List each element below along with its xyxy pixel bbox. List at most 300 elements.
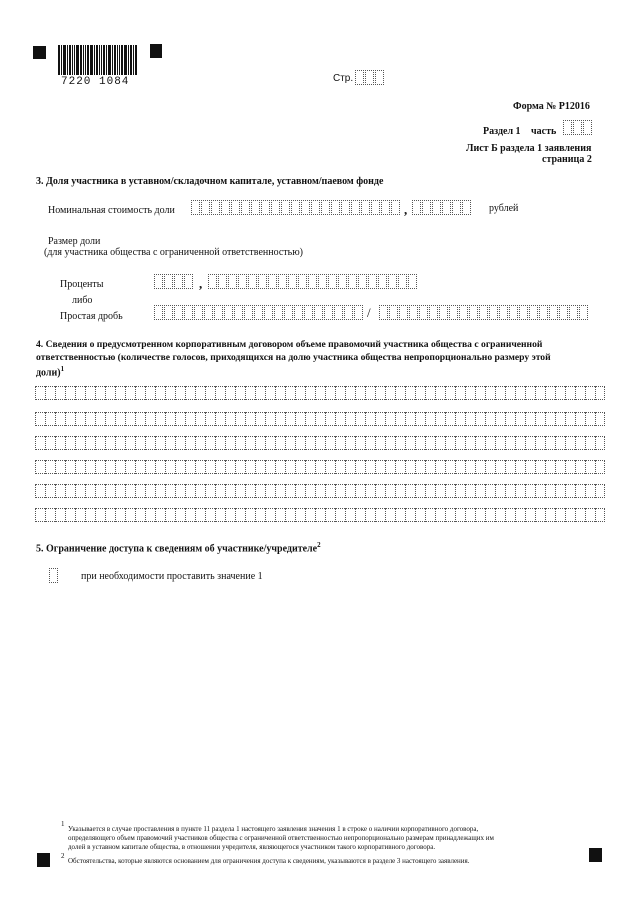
grid-cell[interactable] [115,460,125,474]
grid-cell[interactable] [585,412,595,426]
grid-cell[interactable] [225,484,235,498]
grid-cell[interactable] [215,484,225,498]
grid-cell[interactable] [435,484,445,498]
grid-cell[interactable] [445,412,455,426]
grid-cell[interactable] [365,484,375,498]
grid-cell[interactable] [575,508,585,522]
grid-cell[interactable] [305,436,315,450]
grid-cell[interactable] [135,386,145,400]
grid-cell[interactable] [95,460,105,474]
grid-cell[interactable] [375,436,385,450]
grid-cell[interactable] [125,484,135,498]
grid-cell[interactable] [245,508,255,522]
grid-cell[interactable] [135,508,145,522]
grid-cell[interactable] [35,460,45,474]
grid-cell[interactable] [505,508,515,522]
grid-cell[interactable] [205,508,215,522]
grid-cell[interactable] [515,386,525,400]
grid-cell[interactable] [445,386,455,400]
grid-cell[interactable] [425,436,435,450]
grid-cell[interactable] [95,412,105,426]
grid-cell[interactable] [385,412,395,426]
grid-cell[interactable] [265,412,275,426]
grid-cell[interactable] [575,436,585,450]
grid-cell[interactable] [185,436,195,450]
grid-cell[interactable] [105,412,115,426]
grid-row[interactable] [35,436,605,450]
grid-cell[interactable] [275,412,285,426]
grid-cell[interactable] [125,436,135,450]
grid-cell[interactable] [65,484,75,498]
grid-cell[interactable] [485,386,495,400]
grid-cell[interactable] [345,460,355,474]
grid-cell[interactable] [485,484,495,498]
grid-cell[interactable] [155,484,165,498]
grid-cell[interactable] [585,508,595,522]
grid-cell[interactable] [415,386,425,400]
grid-cell[interactable] [95,386,105,400]
grid-cell[interactable] [315,484,325,498]
nominal-value-integer-cells[interactable] [191,200,401,215]
grid-cell[interactable] [195,460,205,474]
grid-cell[interactable] [505,460,515,474]
grid-cell[interactable] [445,508,455,522]
grid-cell[interactable] [365,386,375,400]
grid-cell[interactable] [425,508,435,522]
grid-cell[interactable] [405,508,415,522]
grid-cell[interactable] [175,436,185,450]
grid-cell[interactable] [555,436,565,450]
grid-cell[interactable] [105,484,115,498]
grid-cell[interactable] [195,436,205,450]
grid-cell[interactable] [465,412,475,426]
grid-cell[interactable] [505,484,515,498]
grid-cell[interactable] [75,436,85,450]
grid-cell[interactable] [285,460,295,474]
grid-cell[interactable] [255,412,265,426]
grid-cell[interactable] [495,412,505,426]
grid-cell[interactable] [485,412,495,426]
grid-cell[interactable] [585,386,595,400]
grid-cell[interactable] [405,436,415,450]
grid-cell[interactable] [555,484,565,498]
grid-row[interactable] [35,412,605,426]
grid-cell[interactable] [425,484,435,498]
grid-cell[interactable] [445,484,455,498]
grid-cell[interactable] [255,436,265,450]
grid-cell[interactable] [105,460,115,474]
grid-cell[interactable] [335,508,345,522]
grid-cell[interactable] [65,460,75,474]
grid-cell[interactable] [295,386,305,400]
grid-cell[interactable] [275,436,285,450]
grid-cell[interactable] [155,412,165,426]
grid-cell[interactable] [475,484,485,498]
grid-cell[interactable] [535,412,545,426]
grid-cell[interactable] [385,484,395,498]
grid-cell[interactable] [295,412,305,426]
grid-cell[interactable] [175,508,185,522]
grid-cell[interactable] [355,412,365,426]
grid-cell[interactable] [335,436,345,450]
grid-cell[interactable] [175,386,185,400]
grid-cell[interactable] [595,412,605,426]
grid-row[interactable] [35,386,605,400]
grid-cell[interactable] [395,436,405,450]
grid-cell[interactable] [265,460,275,474]
grid-cell[interactable] [225,460,235,474]
grid-row[interactable] [35,508,605,522]
grid-cell[interactable] [395,460,405,474]
grid-cell[interactable] [355,484,365,498]
grid-cell[interactable] [235,460,245,474]
grid-cell[interactable] [455,508,465,522]
grid-cell[interactable] [55,436,65,450]
grid-cell[interactable] [365,460,375,474]
grid-cell[interactable] [545,460,555,474]
grid-cell[interactable] [205,436,215,450]
grid-cell[interactable] [165,386,175,400]
grid-cell[interactable] [85,412,95,426]
grid-cell[interactable] [105,508,115,522]
grid-cell[interactable] [65,436,75,450]
grid-cell[interactable] [235,436,245,450]
grid-cell[interactable] [455,412,465,426]
grid-cell[interactable] [235,412,245,426]
grid-cell[interactable] [395,508,405,522]
grid-cell[interactable] [85,484,95,498]
grid-cell[interactable] [105,436,115,450]
grid-cell[interactable] [245,436,255,450]
grid-cell[interactable] [35,484,45,498]
grid-cell[interactable] [345,436,355,450]
percent-integer-cells[interactable] [154,274,194,289]
grid-cell[interactable] [445,460,455,474]
grid-cell[interactable] [135,412,145,426]
grid-cell[interactable] [325,386,335,400]
grid-cell[interactable] [595,460,605,474]
grid-cell[interactable] [175,412,185,426]
grid-cell[interactable] [155,386,165,400]
grid-cell[interactable] [395,386,405,400]
fraction-numerator-cells[interactable] [154,305,364,320]
grid-cell[interactable] [165,508,175,522]
grid-cell[interactable] [345,386,355,400]
grid-cell[interactable] [125,386,135,400]
grid-cell[interactable] [65,508,75,522]
grid-cell[interactable] [325,484,335,498]
grid-cell[interactable] [365,412,375,426]
grid-cell[interactable] [115,508,125,522]
grid-cell[interactable] [165,484,175,498]
grid-cell[interactable] [455,386,465,400]
grid-cell[interactable] [165,436,175,450]
grid-cell[interactable] [195,386,205,400]
grid-cell[interactable] [115,436,125,450]
grid-cell[interactable] [145,412,155,426]
grid-cell[interactable] [45,386,55,400]
grid-cell[interactable] [575,386,585,400]
grid-cell[interactable] [465,508,475,522]
grid-cell[interactable] [545,436,555,450]
grid-cell[interactable] [375,484,385,498]
grid-cell[interactable] [435,412,445,426]
grid-cell[interactable] [185,412,195,426]
grid-cell[interactable] [145,436,155,450]
grid-cell[interactable] [185,484,195,498]
grid-row[interactable] [35,484,605,498]
grid-cell[interactable] [205,386,215,400]
grid-cell[interactable] [275,508,285,522]
grid-cell[interactable] [525,436,535,450]
grid-cell[interactable] [375,386,385,400]
grid-cell[interactable] [595,508,605,522]
grid-cell[interactable] [225,508,235,522]
grid-cell[interactable] [535,460,545,474]
grid-cell[interactable] [555,508,565,522]
grid-cell[interactable] [475,412,485,426]
grid-cell[interactable] [135,484,145,498]
grid-cell[interactable] [255,508,265,522]
fraction-denominator-cells[interactable] [379,305,589,320]
grid-cell[interactable] [355,460,365,474]
grid-cell[interactable] [535,386,545,400]
grid-cell[interactable] [585,436,595,450]
grid-cell[interactable] [85,436,95,450]
grid-cell[interactable] [305,386,315,400]
grid-cell[interactable] [525,484,535,498]
grid-cell[interactable] [315,412,325,426]
grid-cell[interactable] [335,460,345,474]
grid-cell[interactable] [285,412,295,426]
grid-cell[interactable] [125,508,135,522]
grid-cell[interactable] [35,386,45,400]
grid-cell[interactable] [575,412,585,426]
grid-cell[interactable] [515,412,525,426]
grid-cell[interactable] [165,460,175,474]
grid-cell[interactable] [95,484,105,498]
grid-cell[interactable] [385,460,395,474]
grid-cell[interactable] [385,508,395,522]
grid-cell[interactable] [345,484,355,498]
grid-cell[interactable] [85,460,95,474]
grid-cell[interactable] [555,412,565,426]
grid-cell[interactable] [515,460,525,474]
grid-cell[interactable] [495,484,505,498]
grid-cell[interactable] [525,460,535,474]
grid-cell[interactable] [205,484,215,498]
grid-cell[interactable] [345,508,355,522]
grid-cell[interactable] [275,484,285,498]
grid-cell[interactable] [55,508,65,522]
grid-cell[interactable] [455,436,465,450]
grid-cell[interactable] [245,412,255,426]
grid-cell[interactable] [325,508,335,522]
grid-cell[interactable] [115,412,125,426]
grid-cell[interactable] [545,484,555,498]
grid-cell[interactable] [285,508,295,522]
grid-cell[interactable] [185,508,195,522]
grid-cell[interactable] [215,436,225,450]
grid-cell[interactable] [35,436,45,450]
grid-cell[interactable] [395,484,405,498]
grid-cell[interactable] [325,460,335,474]
grid-cell[interactable] [215,412,225,426]
grid-cell[interactable] [45,460,55,474]
grid-cell[interactable] [565,460,575,474]
grid-cell[interactable] [485,508,495,522]
grid-cell[interactable] [75,386,85,400]
grid-cell[interactable] [385,386,395,400]
grid-cell[interactable] [305,460,315,474]
grid-cell[interactable] [165,412,175,426]
grid-cell[interactable] [235,508,245,522]
grid-cell[interactable] [365,508,375,522]
grid-cell[interactable] [425,412,435,426]
grid-cell[interactable] [405,386,415,400]
grid-cell[interactable] [595,386,605,400]
grid-cell[interactable] [465,460,475,474]
grid-cell[interactable] [285,436,295,450]
grid-cell[interactable] [435,460,445,474]
grid-cell[interactable] [515,508,525,522]
grid-cell[interactable] [395,412,405,426]
grid-cell[interactable] [565,386,575,400]
grid-cell[interactable] [95,436,105,450]
grid-cell[interactable] [245,484,255,498]
grid-cell[interactable] [185,386,195,400]
grid-cell[interactable] [475,460,485,474]
grid-cell[interactable] [95,508,105,522]
grid-cell[interactable] [295,436,305,450]
grid-cell[interactable] [375,412,385,426]
grid-cell[interactable] [105,386,115,400]
grid-cell[interactable] [495,386,505,400]
grid-cell[interactable] [235,386,245,400]
grid-cell[interactable] [135,436,145,450]
grid-cell[interactable] [515,436,525,450]
grid-cell[interactable] [65,412,75,426]
grid-cell[interactable] [505,412,515,426]
grid-cell[interactable] [295,460,305,474]
grid-cell[interactable] [295,484,305,498]
grid-cell[interactable] [495,508,505,522]
grid-cell[interactable] [575,460,585,474]
grid-cell[interactable] [525,386,535,400]
grid-cell[interactable] [45,508,55,522]
grid-cell[interactable] [585,460,595,474]
grid-cell[interactable] [225,386,235,400]
grid-cell[interactable] [415,508,425,522]
grid-cell[interactable] [45,412,55,426]
grid-cell[interactable] [435,508,445,522]
grid-cell[interactable] [415,436,425,450]
grid-cell[interactable] [305,508,315,522]
grid-cell[interactable] [55,386,65,400]
grid-cell[interactable] [135,460,145,474]
grid-cell[interactable] [185,460,195,474]
grid-cell[interactable] [525,412,535,426]
grid-cell[interactable] [545,508,555,522]
grid-cell[interactable] [505,386,515,400]
grid-cell[interactable] [315,508,325,522]
grid-cell[interactable] [505,436,515,450]
grid-cell[interactable] [425,386,435,400]
grid-cell[interactable] [405,484,415,498]
grid-cell[interactable] [155,508,165,522]
grid-cell[interactable] [575,484,585,498]
grid-cell[interactable] [55,412,65,426]
grid-cell[interactable] [75,508,85,522]
grid-cell[interactable] [45,484,55,498]
grid-cell[interactable] [195,508,205,522]
grid-cell[interactable] [465,436,475,450]
grid-cell[interactable] [115,386,125,400]
grid-cell[interactable] [555,460,565,474]
grid-cell[interactable] [595,436,605,450]
grid-cell[interactable] [145,508,155,522]
grid-cell[interactable] [435,436,445,450]
grid-cell[interactable] [455,484,465,498]
grid-cell[interactable] [315,436,325,450]
part-number-cells[interactable] [563,120,593,135]
grid-cell[interactable] [585,484,595,498]
grid-cell[interactable] [515,484,525,498]
percent-fraction-cells[interactable] [208,274,418,289]
grid-cell[interactable] [425,460,435,474]
grid-cell[interactable] [285,484,295,498]
grid-cell[interactable] [275,386,285,400]
grid-cell[interactable] [485,460,495,474]
grid-cell[interactable] [75,460,85,474]
grid-cell[interactable] [175,484,185,498]
grid-cell[interactable] [215,386,225,400]
grid-cell[interactable] [565,412,575,426]
grid-cell[interactable] [535,436,545,450]
grid-cell[interactable] [235,484,245,498]
grid-cell[interactable] [475,386,485,400]
grid-cell[interactable] [215,460,225,474]
grid-cell[interactable] [305,484,315,498]
grid-cell[interactable] [265,386,275,400]
grid-cell[interactable] [545,386,555,400]
grid-cell[interactable] [265,436,275,450]
grid-cell[interactable] [35,508,45,522]
grid-cell[interactable] [365,436,375,450]
grid-cell[interactable] [75,412,85,426]
grid-cell[interactable] [255,460,265,474]
grid-cell[interactable] [175,460,185,474]
grid-cell[interactable] [295,508,305,522]
grid-cell[interactable] [265,508,275,522]
grid-cell[interactable] [565,484,575,498]
grid-cell[interactable] [385,436,395,450]
grid-cell[interactable] [405,460,415,474]
grid-cell[interactable] [215,508,225,522]
grid-cell[interactable] [535,484,545,498]
grid-cell[interactable] [535,508,545,522]
grid-cell[interactable] [475,436,485,450]
grid-cell[interactable] [85,508,95,522]
grid-cell[interactable] [265,484,275,498]
grid-cell[interactable] [85,386,95,400]
grid-cell[interactable] [405,412,415,426]
grid-cell[interactable] [245,460,255,474]
grid-cell[interactable] [335,386,345,400]
grid-cell[interactable] [475,508,485,522]
grid-cell[interactable] [245,386,255,400]
grid-cell[interactable] [45,436,55,450]
